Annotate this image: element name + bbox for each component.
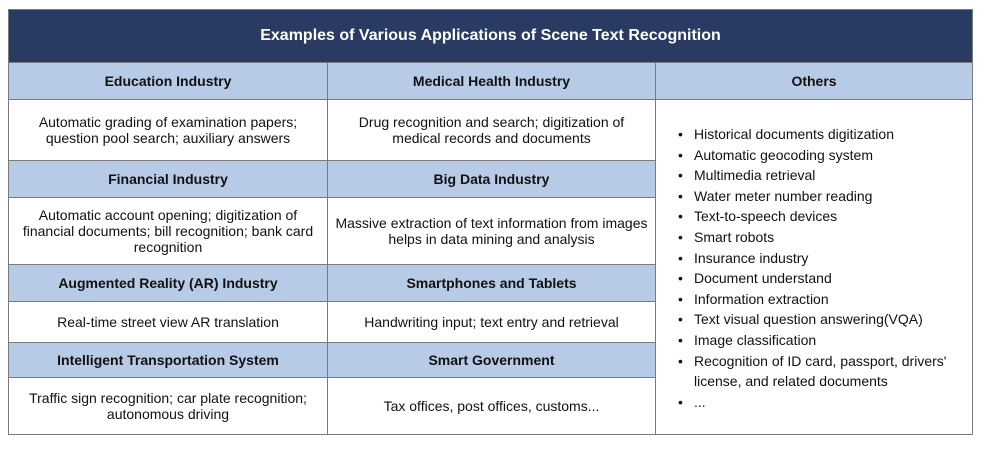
header-smartphones: Smartphones and Tablets: [327, 264, 655, 302]
cell-medical: Drug recognition and search; digitization of medical records and documents: [327, 100, 655, 160]
list-item: • ...: [678, 392, 964, 413]
header-ar: Augmented Reality (AR) Industry: [9, 264, 327, 302]
list-item: • Water meter number reading: [678, 186, 964, 207]
header-financial: Financial Industry: [9, 160, 327, 198]
list-item: • Multimedia retrieval: [678, 165, 964, 186]
cell-smartphones: Handwriting input; text entry and retrieval: [327, 302, 655, 342]
list-item: • Information extraction: [678, 289, 964, 310]
cell-ar: Real-time street view AR translation: [9, 302, 327, 342]
list-item: • Insurance industry: [678, 248, 964, 269]
cell-financial: Automatic account opening; digitization of financial documents; bill recognition; bank card recognition: [9, 198, 327, 264]
header-others: Others: [655, 62, 972, 100]
cell-bigdata: Massive extraction of text information from images helps in data mining and analysis: [327, 198, 655, 264]
header-medical: Medical Health Industry: [327, 62, 655, 100]
header-government: Smart Government: [327, 342, 655, 378]
list-item: • Recognition of ID card, passport, drivers' license, and related documents: [678, 351, 964, 392]
header-transport: Intelligent Transportation System: [9, 342, 327, 378]
list-item: • Automatic geocoding system: [678, 145, 964, 166]
others-list: [655, 100, 972, 434]
list-item: • Document understand: [678, 268, 964, 289]
list-item: • Image classification: [678, 330, 964, 351]
cell-transport: Traffic sign recognition; car plate recognition; autonomous driving: [9, 378, 327, 434]
cell-government: Tax offices, post offices, customs...: [327, 378, 655, 434]
header-education: Education Industry: [9, 62, 327, 100]
list-item: • Text visual question answering(VQA): [678, 309, 964, 330]
cell-education: Automatic grading of examination papers; question pool search; auxiliary answers: [9, 100, 327, 160]
list-item: • Smart robots: [678, 227, 964, 248]
applications-table: [8, 9, 973, 435]
table-title: Examples of Various Applications of Scene Text Recognition: [9, 10, 972, 62]
list-item: • Text-to-speech devices: [678, 206, 964, 227]
list-item: • Historical documents digitization: [678, 124, 964, 145]
header-bigdata: Big Data Industry: [327, 160, 655, 198]
